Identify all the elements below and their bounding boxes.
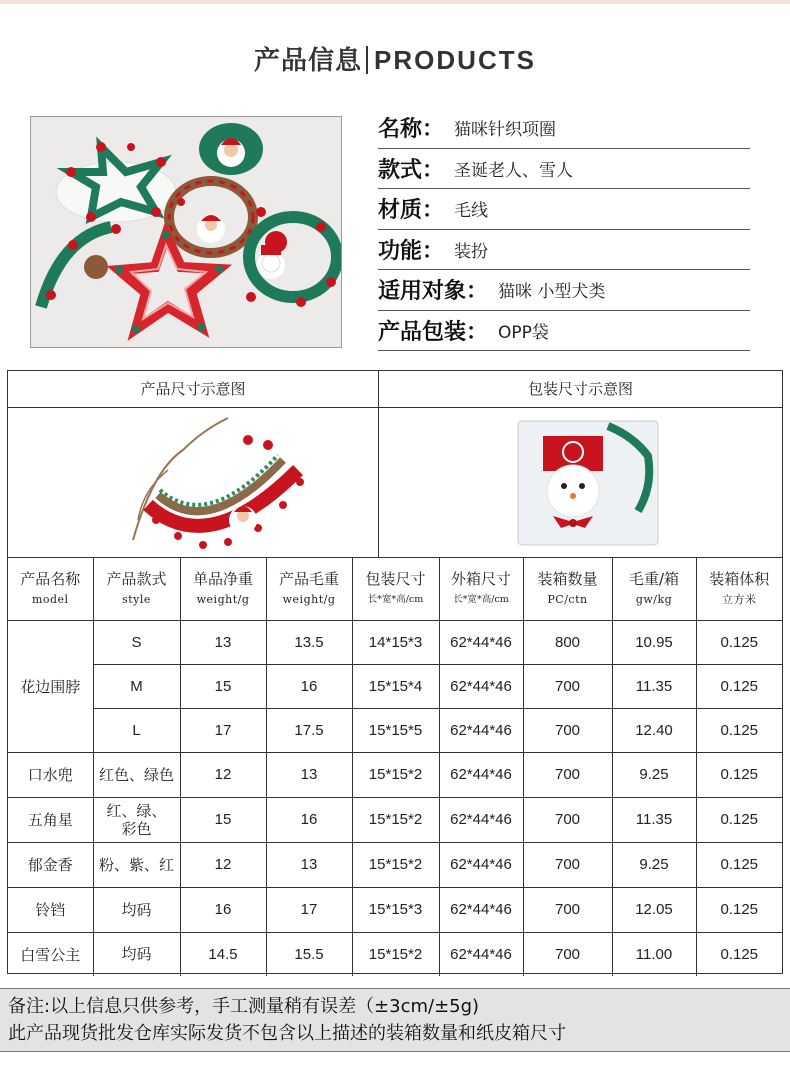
table-cell: 62*44*46 [439,797,523,842]
model-cell-group: 花边围脖 [8,620,93,752]
table-row [8,932,782,976]
table-cell: 62*44*46 [439,887,523,932]
product-photo [30,116,342,348]
table-cell: 700 [523,842,612,887]
col-header: 装箱体积 立方米 [696,558,782,620]
table-header-row [8,558,782,620]
table-cell: 11.35 [612,664,696,708]
table-cell: 13.5 [266,620,352,664]
diagram-caption-row [8,371,782,408]
product-size-caption: 产品尺寸示意图 [140,380,246,398]
table-row [8,664,782,708]
info-row-name [378,108,750,149]
style-cell: 粉、紫、红 [93,842,180,887]
info-key: 名称： [378,117,445,143]
table-cell: 0.125 [696,797,782,842]
title-divider [366,46,368,74]
table-cell: 700 [523,708,612,752]
note-line: 备注:以上信息只供参考，手工测量稍有误差（±3cm/±5g) [8,996,480,1017]
info-row-function [378,230,750,271]
info-key: 产品包装： [378,319,489,345]
diagram-image-row [8,408,782,558]
info-row-material [378,189,750,230]
table-cell: 15*15*2 [352,797,439,842]
top-accent-bar [0,0,790,4]
table-row [8,797,782,842]
col-header: 包装尺寸 长*宽*高/cm [352,558,439,620]
info-key: 款式： [378,157,445,183]
notes-box [0,988,790,1052]
table-cell: 15 [180,664,266,708]
style-cell: 红色、绿色 [93,752,180,797]
table-cell: 800 [523,620,612,664]
table-cell: 0.125 [696,620,782,664]
title-en: PRODUCTS [374,45,536,75]
table-cell: 17.5 [266,708,352,752]
page-title [0,40,790,77]
table-cell: 0.125 [696,932,782,976]
info-key: 功能： [378,238,445,264]
info-row-target [378,270,750,311]
table-row [8,708,782,752]
table-cell: 0.125 [696,842,782,887]
product-info-list [378,108,750,351]
opp-bag-image [513,416,663,550]
table-cell: 9.25 [612,842,696,887]
table-cell: S [93,620,180,664]
table-cell: 15*15*2 [352,752,439,797]
style-cell: 均码 [93,887,180,932]
table-cell: 13 [180,620,266,664]
table-cell: 62*44*46 [439,752,523,797]
table-cell: 16 [266,664,352,708]
lace-collar-image [108,410,308,556]
style-cell: 均码 [93,932,180,976]
col-header: 毛重/箱 gw/kg [612,558,696,620]
table-cell: 12 [180,842,266,887]
col-header: 装箱数量 PC/ctn [523,558,612,620]
info-row-style [378,149,750,190]
info-value: 毛线 [454,201,489,222]
table-cell: 11.35 [612,797,696,842]
table-row [8,842,782,887]
info-value: 装扮 [454,241,489,262]
table-cell: 15*15*2 [352,932,439,976]
table-cell: 14*15*3 [352,620,439,664]
col-header: 单品净重 weight/g [180,558,266,620]
col-header: 外箱尺寸 长*宽*高/cm [439,558,523,620]
table-cell: 17 [266,887,352,932]
model-cell: 白雪公主 [8,932,93,976]
table-cell: 10.95 [612,620,696,664]
table-cell: 12.40 [612,708,696,752]
table-cell: 12.05 [612,887,696,932]
table-cell: 0.125 [696,752,782,797]
info-row-packaging [378,311,750,352]
table-cell: 0.125 [696,664,782,708]
table-cell: 15.5 [266,932,352,976]
info-value: 猫咪 小型犬类 [498,282,606,303]
style-cell: 红、绿、彩色 [93,797,180,842]
table-row [8,752,782,797]
model-cell: 铃铛 [8,887,93,932]
info-key: 适用对象： [378,279,489,305]
info-value: 圣诞老人、雪人 [454,160,574,181]
model-cell: 五角星 [8,797,93,842]
table-cell: 700 [523,664,612,708]
table-cell: 62*44*46 [439,842,523,887]
knitted-collars-photo [31,117,342,348]
table-cell: 9.25 [612,752,696,797]
spec-sheet [7,370,783,974]
table-cell: 62*44*46 [439,664,523,708]
table-cell: 700 [523,932,612,976]
title-zh: 产品信息 [254,46,363,76]
table-cell: 700 [523,752,612,797]
table-cell: 62*44*46 [439,620,523,664]
package-size-caption: 包装尺寸示意图 [527,380,633,398]
table-cell: 16 [180,887,266,932]
table-cell: 700 [523,887,612,932]
table-cell: 62*44*46 [439,708,523,752]
col-header: 产品名称 model [8,558,93,620]
info-value: OPP袋 [498,322,549,343]
table-cell: 15*15*2 [352,842,439,887]
table-row [8,887,782,932]
table-cell: M [93,664,180,708]
info-value: 猫咪针织项圈 [454,120,557,141]
table-cell: 14.5 [180,932,266,976]
table-cell: 16 [266,797,352,842]
table-cell: 15*15*5 [352,708,439,752]
table-cell: 0.125 [696,708,782,752]
table-cell: 13 [266,752,352,797]
note-line: 此产品现货批发仓库实际发货不包含以上描述的装箱数量和纸皮箱尺寸 [8,1023,566,1044]
table-cell: 15*15*4 [352,664,439,708]
table-cell: 62*44*46 [439,932,523,976]
table-cell: 15 [180,797,266,842]
table-cell: 17 [180,708,266,752]
col-header: 产品款式 style [93,558,180,620]
table-row [8,620,782,664]
info-key: 材质： [378,198,445,224]
table-cell: 12 [180,752,266,797]
table-cell: 0.125 [696,887,782,932]
spec-table [8,558,782,976]
table-cell: L [93,708,180,752]
model-cell: 口水兜 [8,752,93,797]
col-header: 产品毛重 weight/g [266,558,352,620]
table-cell: 11.00 [612,932,696,976]
table-cell: 700 [523,797,612,842]
model-cell: 郁金香 [8,842,93,887]
table-cell: 15*15*3 [352,887,439,932]
table-cell: 13 [266,842,352,887]
